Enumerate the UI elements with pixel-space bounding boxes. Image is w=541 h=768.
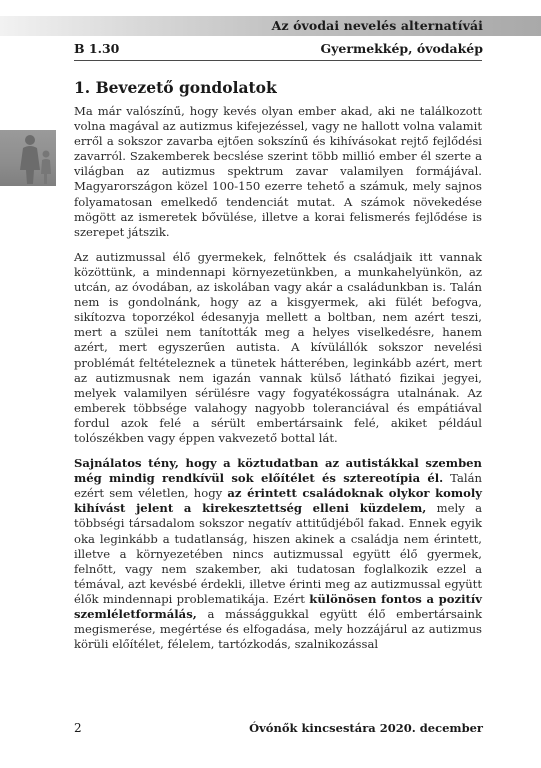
- paragraph-3-text-3: a mássággukkal együtt élő embertársaink megismerése, megértése és elfogadása, mely hozzájárul az autizmus körüli előítélet, félelem, tartózkodás, szalnikozással: [74, 607, 482, 652]
- side-photo-image: [0, 130, 56, 186]
- bold-phrase-3: különösen fontos a pozitív szemléletformálás,: [74, 591, 483, 621]
- series-title: Az óvodai nevelés alternatívái: [271, 18, 483, 33]
- page-number: 2: [74, 721, 82, 735]
- paragraph-3-text-2: mely a többségi társadalom sokszor negatív attitűdjéből fakad. Ennek egyik oka leginkább a tudatlanság, hiszen akinek a családja nem érintett, illetve a környezetében nincs autizmussal együtt élő gyermek, felnőtt, vagy nem szakember, aki tudatosan foglalkozik ezzel a témával, azt kevésbé érdekli, illetve érinti meg az autizmussal együtt élők mindennapi problematikája. Ezért: [74, 501, 482, 606]
- page-heading: 1. Bevezető gondolatok: [74, 78, 277, 97]
- header-rule: [74, 60, 482, 61]
- bold-phrase-1: Sajnálatos tény, hogy a köztudatban az autistákkal szemben még mindig rendkívül sok előítélet és sztereotípia él.: [74, 456, 482, 486]
- silhouette-figures-icon: [0, 130, 56, 186]
- paragraph-2: Az autizmussal élő gyermekek, felnőttek és családjaik itt vannak közöttünk, a mindennapi környezetünkben, a munkahelyünkön, az utcán, az óvodában, az iskolában vagy akár a családunkban is. Talán nem is gondolnánk, hogy az a kisgyermek, aki fülét befogva, sikítozva toporzékol édesanyja mellett a boltban, nem azért teszi, mert a szülei nem tanították meg a helyes viselkedésre, hanem azért, mert egyszerűen autista. A kívülállók sokszor nevelési problémát feltételeznek a tünetek hátterében, leginkább azért, mert az autizmusnak nem igazán vannak külső látható fizikai jegyei, melyek valamilyen sérülésre vagy fogyatékosságra utalnának. Az emberek többsége valahogy nagyobb toleranciával és empátiával fordul azok felé a sérült embertársaink felé, akiket például tolószékben vagy éppen vakvezető bottal lát.: [74, 249, 482, 445]
- publication-name: Óvónők kincsestára 2020. december: [249, 721, 483, 735]
- paragraph-3-text-1: Talán ezért sem véletlen, hogy: [74, 471, 482, 501]
- article-body: [74, 104, 482, 662]
- paragraph-1: Ma már valószínű, hogy kevés olyan ember akad, aki ne találkozott volna magával az autizmus kifejezéssel, vagy ne hallott volna valamit erről a sokszor zavarba ejtően sokszínű és kihívásokat rejtő fejlődési zavarról. Szakemberek becslése szerint több millió ember él szerte a világban az autizmus spektrum zavar valamilyen formájával. Magyarországon közel 100-150 ezerre tehető a számuk, mely sajnos folyamatosan emelkedő tendenciát mutat. A számok növekedése mögött az ismeretek bővülése, illetve a korai felismerés fejlődése is szerepet játszik.: [74, 104, 482, 239]
- section-code: B 1.30: [74, 41, 120, 56]
- bold-phrase-2: az érintett családoknak olykor komoly kihívást jelent a kirekesztettség elleni küzdelem,: [74, 486, 482, 516]
- paragraph-3: [74, 456, 482, 652]
- section-title: Gyermekkép, óvodakép: [320, 41, 483, 56]
